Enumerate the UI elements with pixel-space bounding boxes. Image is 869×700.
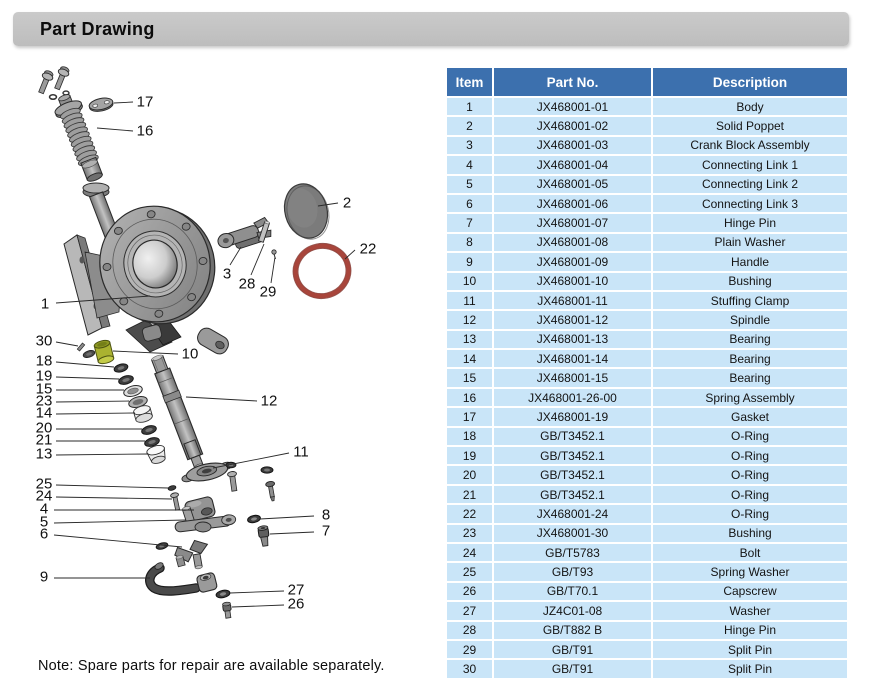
table-cell-item: 5	[447, 176, 492, 193]
table-cell-description: Hinge Pin	[653, 214, 847, 231]
flange-bolts	[36, 65, 71, 99]
table-cell-part-no: JX468001-09	[494, 253, 651, 270]
table-cell-part-no: JX468001-02	[494, 117, 651, 134]
callout-line	[251, 244, 264, 275]
table-cell-part-no: GB/T5783	[494, 544, 651, 561]
table-cell-description: O-Ring	[653, 486, 847, 503]
table-cell-item: 25	[447, 563, 492, 580]
callout-label: 28	[238, 275, 256, 293]
table-cell-description: Bearing	[653, 369, 847, 386]
table-cell-item: 16	[447, 389, 492, 406]
table-cell-item: 15	[447, 369, 492, 386]
callout-label: 1	[40, 295, 50, 313]
table-cell-item: 9	[447, 253, 492, 270]
callout-label: 4	[39, 500, 49, 518]
table-cell-description: Handle	[653, 253, 847, 270]
callout-label: 15	[35, 380, 53, 398]
callout-label: 19	[35, 367, 53, 385]
callout-label: 9	[39, 568, 49, 586]
note-text: Note: Spare parts for repair are available separately.	[38, 658, 385, 674]
callout-line	[56, 454, 148, 455]
table-cell-part-no: JX468001-15	[494, 369, 651, 386]
part-25-spring-washer	[168, 485, 177, 491]
table-cell-description: Gasket	[653, 408, 847, 425]
table-cell-item: 8	[447, 234, 492, 251]
table-cell-item: 19	[447, 447, 492, 464]
part-8-plain-washer	[247, 514, 261, 524]
part-9-handle	[150, 555, 218, 593]
table-cell-part-no: GB/T93	[494, 563, 651, 580]
table-cell-description: Solid Poppet	[653, 117, 847, 134]
clamp-washer-screw	[261, 467, 278, 502]
callout-line	[56, 342, 78, 346]
callout-line	[186, 397, 257, 401]
table-cell-item: 24	[447, 544, 492, 561]
table-cell-item: 13	[447, 331, 492, 348]
table-cell-description: Connecting Link 2	[653, 176, 847, 193]
callout-line	[56, 497, 172, 499]
table-cell-item: 23	[447, 525, 492, 542]
part-18-o-ring	[113, 362, 129, 373]
callout-label: 13	[35, 445, 53, 463]
callout-label: 14	[35, 404, 53, 422]
table-cell-part-no: JX468001-08	[494, 234, 651, 251]
callout-label: 8	[321, 506, 331, 524]
table-cell-item: 7	[447, 214, 492, 231]
callout-line	[56, 485, 168, 488]
table-cell-part-no: JX468001-24	[494, 505, 651, 522]
table-cell-item: 21	[447, 486, 492, 503]
callout-label: 11	[293, 443, 309, 461]
table-cell-description: O-Ring	[653, 428, 847, 445]
table-cell-part-no: GB/T3452.1	[494, 486, 651, 503]
callout-line	[270, 532, 314, 534]
table-cell-item: 20	[447, 466, 492, 483]
page-title: Part Drawing	[40, 18, 155, 39]
callout-label: 25	[35, 475, 53, 493]
table-cell-description: Bolt	[653, 544, 847, 561]
callout-label: 3	[222, 265, 232, 283]
callout-label: 16	[136, 122, 154, 140]
clamp-bolt	[226, 462, 239, 491]
table-cell-part-no: JX468001-04	[494, 156, 651, 173]
callout-label: 27	[287, 581, 305, 599]
part-26-capscrew	[222, 602, 232, 619]
table-cell-part-no: JX468001-12	[494, 311, 651, 328]
callout-line	[114, 102, 133, 103]
table-cell-item: 30	[447, 660, 492, 677]
table-cell-part-no: JX468001-07	[494, 214, 651, 231]
callout-line	[97, 128, 133, 131]
table-cell-item: 28	[447, 622, 492, 639]
callout-line	[232, 605, 284, 607]
callout-label: 23	[35, 392, 53, 410]
part-22-o-ring	[288, 238, 356, 304]
table-cell-item: 3	[447, 137, 492, 154]
parts-table	[447, 68, 847, 678]
table-cell-description: Spindle	[653, 311, 847, 328]
table-cell-description: Hinge Pin	[653, 622, 847, 639]
part-27-washer	[215, 589, 230, 599]
part-30-split-pin	[77, 343, 84, 351]
table-cell-description: Body	[653, 98, 847, 115]
callout-label: 7	[321, 522, 331, 540]
table-cell-item: 27	[447, 602, 492, 619]
part-24-bolt	[170, 492, 181, 510]
table-cell-part-no: JX468001-14	[494, 350, 651, 367]
table-cell-description: Bushing	[653, 273, 847, 290]
part-1-body	[64, 183, 231, 357]
callout-label: 20	[35, 419, 53, 437]
table-cell-part-no: JX468001-26-00	[494, 389, 651, 406]
table-cell-part-no: JX468001-06	[494, 195, 651, 212]
callout-line	[345, 250, 355, 259]
table-cell-part-no: JX468001-03	[494, 137, 651, 154]
table-cell-description: Capscrew	[653, 583, 847, 600]
table-cell-description: Plain Washer	[653, 234, 847, 251]
table-cell-item: 1	[447, 98, 492, 115]
table-cell-part-no: GB/T3452.1	[494, 428, 651, 445]
table-cell-item: 17	[447, 408, 492, 425]
table-cell-description: Spring Washer	[653, 563, 847, 580]
callout-label: 18	[35, 352, 53, 370]
callout-label: 17	[136, 93, 154, 111]
table-cell-part-no: GB/T3452.1	[494, 466, 651, 483]
callout-line	[54, 535, 182, 547]
part-7-hinge-pin	[258, 525, 271, 546]
table-cell-part-no: JX468001-10	[494, 273, 651, 290]
table-cell-description: Split Pin	[653, 641, 847, 658]
column-header-part-no: Part No.	[494, 68, 651, 96]
table-cell-description: O-Ring	[653, 447, 847, 464]
table-cell-item: 29	[447, 641, 492, 658]
part-11-stuffing-clamp	[180, 459, 234, 485]
callout-label: 5	[39, 513, 49, 531]
table-cell-description: Spring Assembly	[653, 389, 847, 406]
part-20-o-ring	[141, 424, 158, 436]
callout-label: 24	[35, 487, 53, 505]
callout-line	[213, 453, 289, 468]
callout-label: 21	[35, 431, 53, 449]
table-cell-item: 2	[447, 117, 492, 134]
callout-label: 22	[359, 240, 377, 258]
table-cell-part-no: JX468001-30	[494, 525, 651, 542]
small-o-ring	[82, 349, 95, 359]
table-cell-part-no: JX468001-11	[494, 292, 651, 309]
part-2-solid-poppet	[279, 179, 335, 245]
part-19-o-ring	[118, 374, 135, 386]
table-cell-description: Crank Block Assembly	[653, 137, 847, 154]
callout-line	[56, 377, 119, 379]
table-cell-part-no: JX468001-05	[494, 176, 651, 193]
table-cell-part-no: JX468001-19	[494, 408, 651, 425]
callout-line	[56, 413, 135, 414]
callout-line	[230, 591, 284, 593]
column-header-item: Item	[447, 68, 492, 96]
callout-label: 2	[342, 194, 352, 212]
table-cell-description: Bushing	[653, 525, 847, 542]
callout-label: 26	[287, 595, 305, 613]
table-cell-description: Stuffing Clamp	[653, 292, 847, 309]
table-cell-description: O-Ring	[653, 505, 847, 522]
callout-line	[56, 401, 129, 402]
callout-line	[54, 520, 186, 523]
callout-label: 10	[181, 345, 199, 363]
part-10-bushing	[93, 339, 114, 365]
table-cell-description: Bearing	[653, 350, 847, 367]
table-cell-item: 11	[447, 292, 492, 309]
table-cell-description: Washer	[653, 602, 847, 619]
table-cell-part-no: GB/T91	[494, 641, 651, 658]
callout-label: 30	[35, 332, 53, 350]
table-cell-item: 18	[447, 428, 492, 445]
part-6-connecting-link	[173, 538, 211, 572]
column-header-description: Description	[653, 68, 847, 96]
callout-label: 6	[39, 525, 49, 543]
table-cell-part-no: GB/T3452.1	[494, 447, 651, 464]
table-cell-part-no: JX468001-01	[494, 98, 651, 115]
callout-line	[260, 516, 314, 519]
table-cell-item: 14	[447, 350, 492, 367]
callout-label: 12	[260, 392, 278, 410]
part-13-bearing	[146, 444, 168, 466]
table-cell-item: 22	[447, 505, 492, 522]
table-cell-part-no: GB/T91	[494, 660, 651, 677]
table-cell-part-no: GB/T882 B	[494, 622, 651, 639]
callout-label: 29	[259, 283, 277, 301]
table-cell-part-no: GB/T70.1	[494, 583, 651, 600]
callout-line	[271, 257, 275, 283]
table-cell-item: 26	[447, 583, 492, 600]
callout-line	[113, 351, 178, 354]
table-cell-item: 6	[447, 195, 492, 212]
table-cell-description: Split Pin	[653, 660, 847, 677]
part-17-gasket	[88, 96, 114, 113]
table-cell-part-no: JX468001-13	[494, 331, 651, 348]
table-cell-item: 4	[447, 156, 492, 173]
part-29-split-pin	[272, 250, 276, 259]
callout-line	[230, 247, 241, 265]
table-cell-description: Connecting Link 3	[653, 195, 847, 212]
table-cell-item: 10	[447, 273, 492, 290]
table-cell-description: O-Ring	[653, 466, 847, 483]
table-cell-description: Connecting Link 1	[653, 156, 847, 173]
table-cell-item: 12	[447, 311, 492, 328]
table-cell-part-no: JZ4C01-08	[494, 602, 651, 619]
table-cell-description: Bearing	[653, 331, 847, 348]
